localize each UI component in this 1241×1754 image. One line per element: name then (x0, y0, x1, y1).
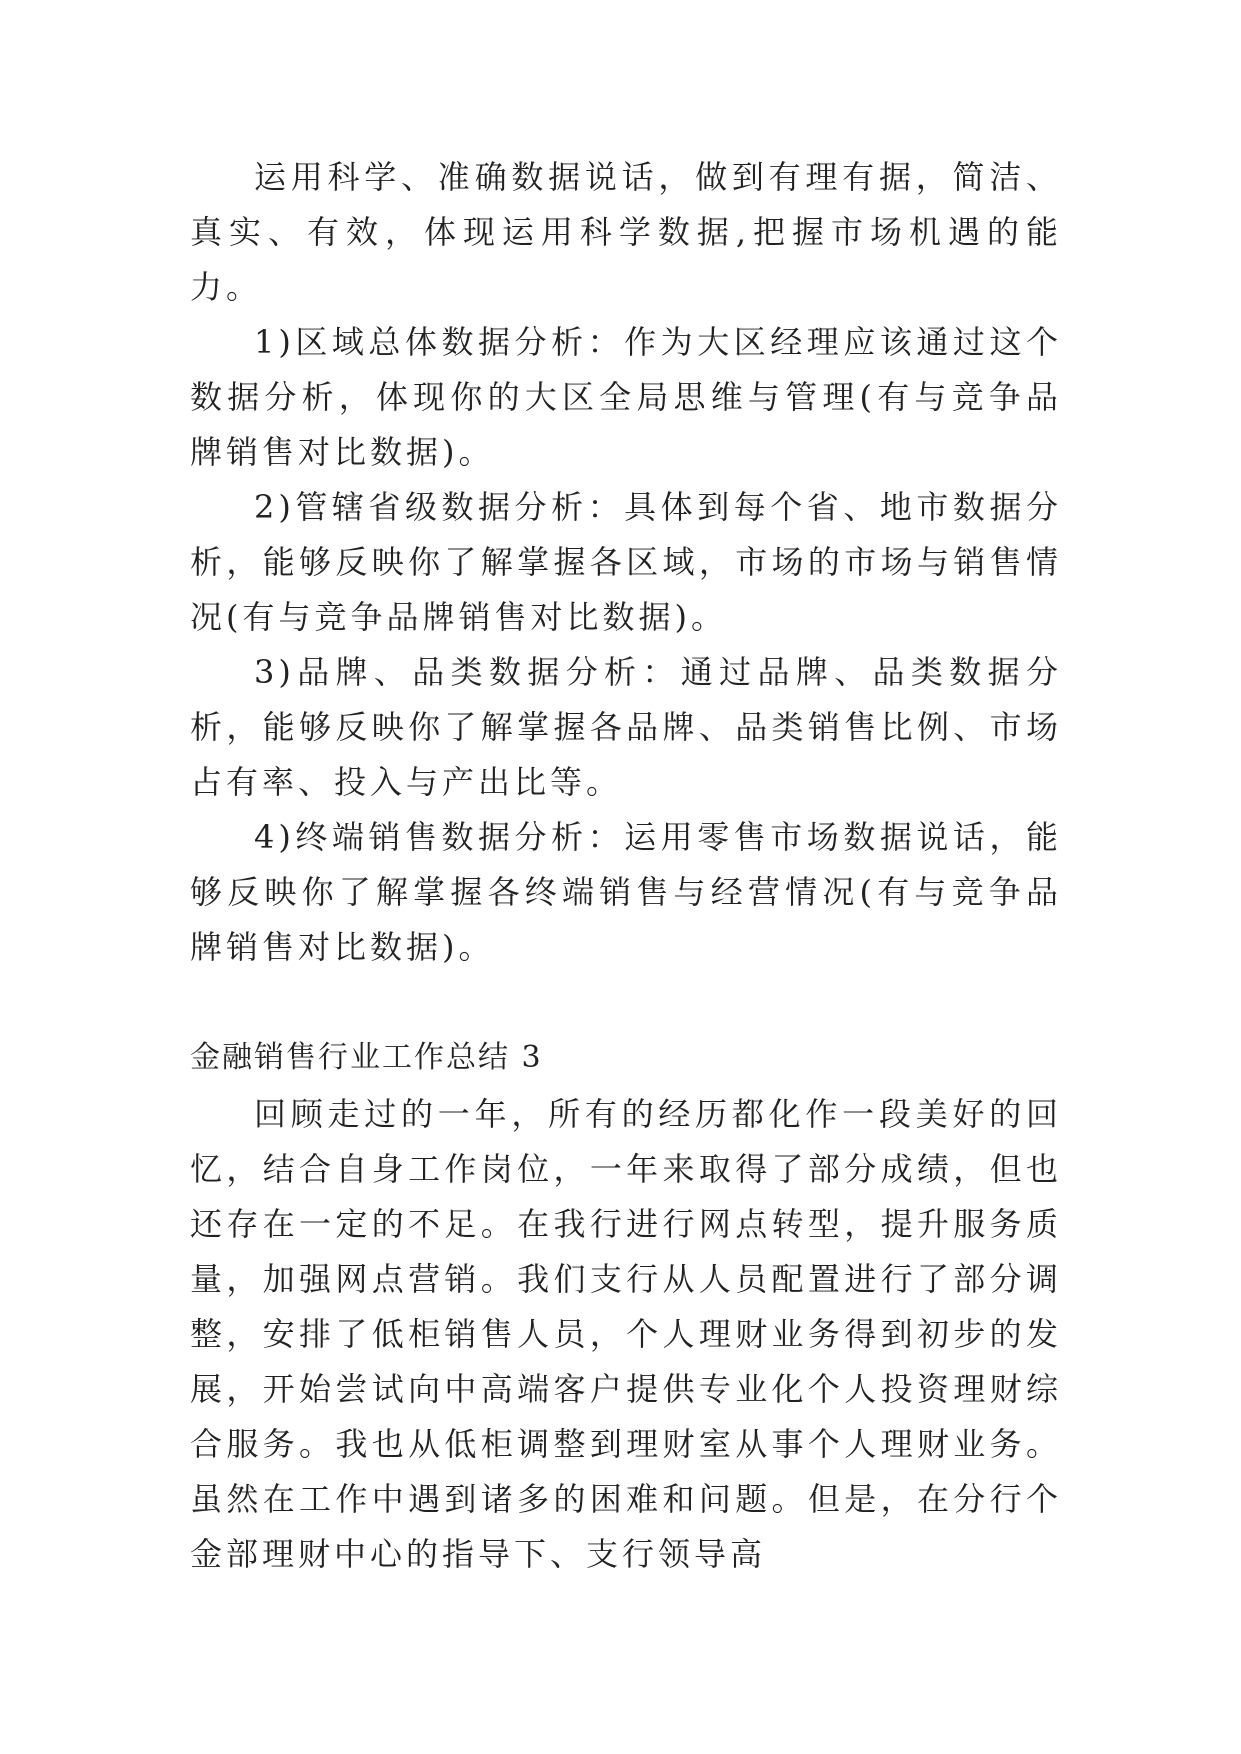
paragraph-regional-analysis: 1)区域总体数据分析：作为大区经理应该通过这个数据分析，体现你的大区全局思维与管理(有与竞争品牌销售对比数据)。 (190, 323, 1062, 471)
document-body (190, 150, 1062, 1582)
paragraph-review: 回顾走过的一年，所有的经历都化作一段美好的回忆，结合自身工作岗位，一年来取得了部分成绩，但也还存在一定的不足。在我行进行网点转型，提升服务质量，加强网点营销。我们支行从人员配置进行了部分调整，安排了低柜销售人员，个人理财业务得到初步的发展，开始尝试向中高端客户提供专业化个人投资理财综合服务。我也从低柜调整到理财室从事个人理财业务。虽然在工作中遇到诸多的困难和问题。但是，在分行个金部理财中心的指导下、支行领导高 (190, 1095, 1062, 1573)
paragraph-provincial-analysis: 2)管辖省级数据分析：具体到每个省、地市数据分析，能够反映你了解掌握各区域，市场的市场与销售情况(有与竞争品牌销售对比数据)。 (190, 488, 1062, 636)
section-summary-3 (190, 1030, 1062, 1582)
paragraph-brand-analysis: 3)品牌、品类数据分析：通过品牌、品类数据分析，能够反映你了解掌握各品牌、品类销售比例、市场占有率、投入与产出比等。 (190, 653, 1062, 801)
paragraph-intro: 运用科学、准确数据说话，做到有理有据，简洁、真实、有效，体现运用科学数据,把握市场机遇的能力。 (190, 158, 1062, 306)
section-heading: 金融销售行业工作总结 3 (190, 1040, 543, 1075)
paragraph-terminal-analysis: 4)终端销售数据分析：运用零售市场数据说话，能够反映你了解掌握各终端销售与经营情况(有与竞争品牌销售对比数据)。 (190, 818, 1062, 966)
